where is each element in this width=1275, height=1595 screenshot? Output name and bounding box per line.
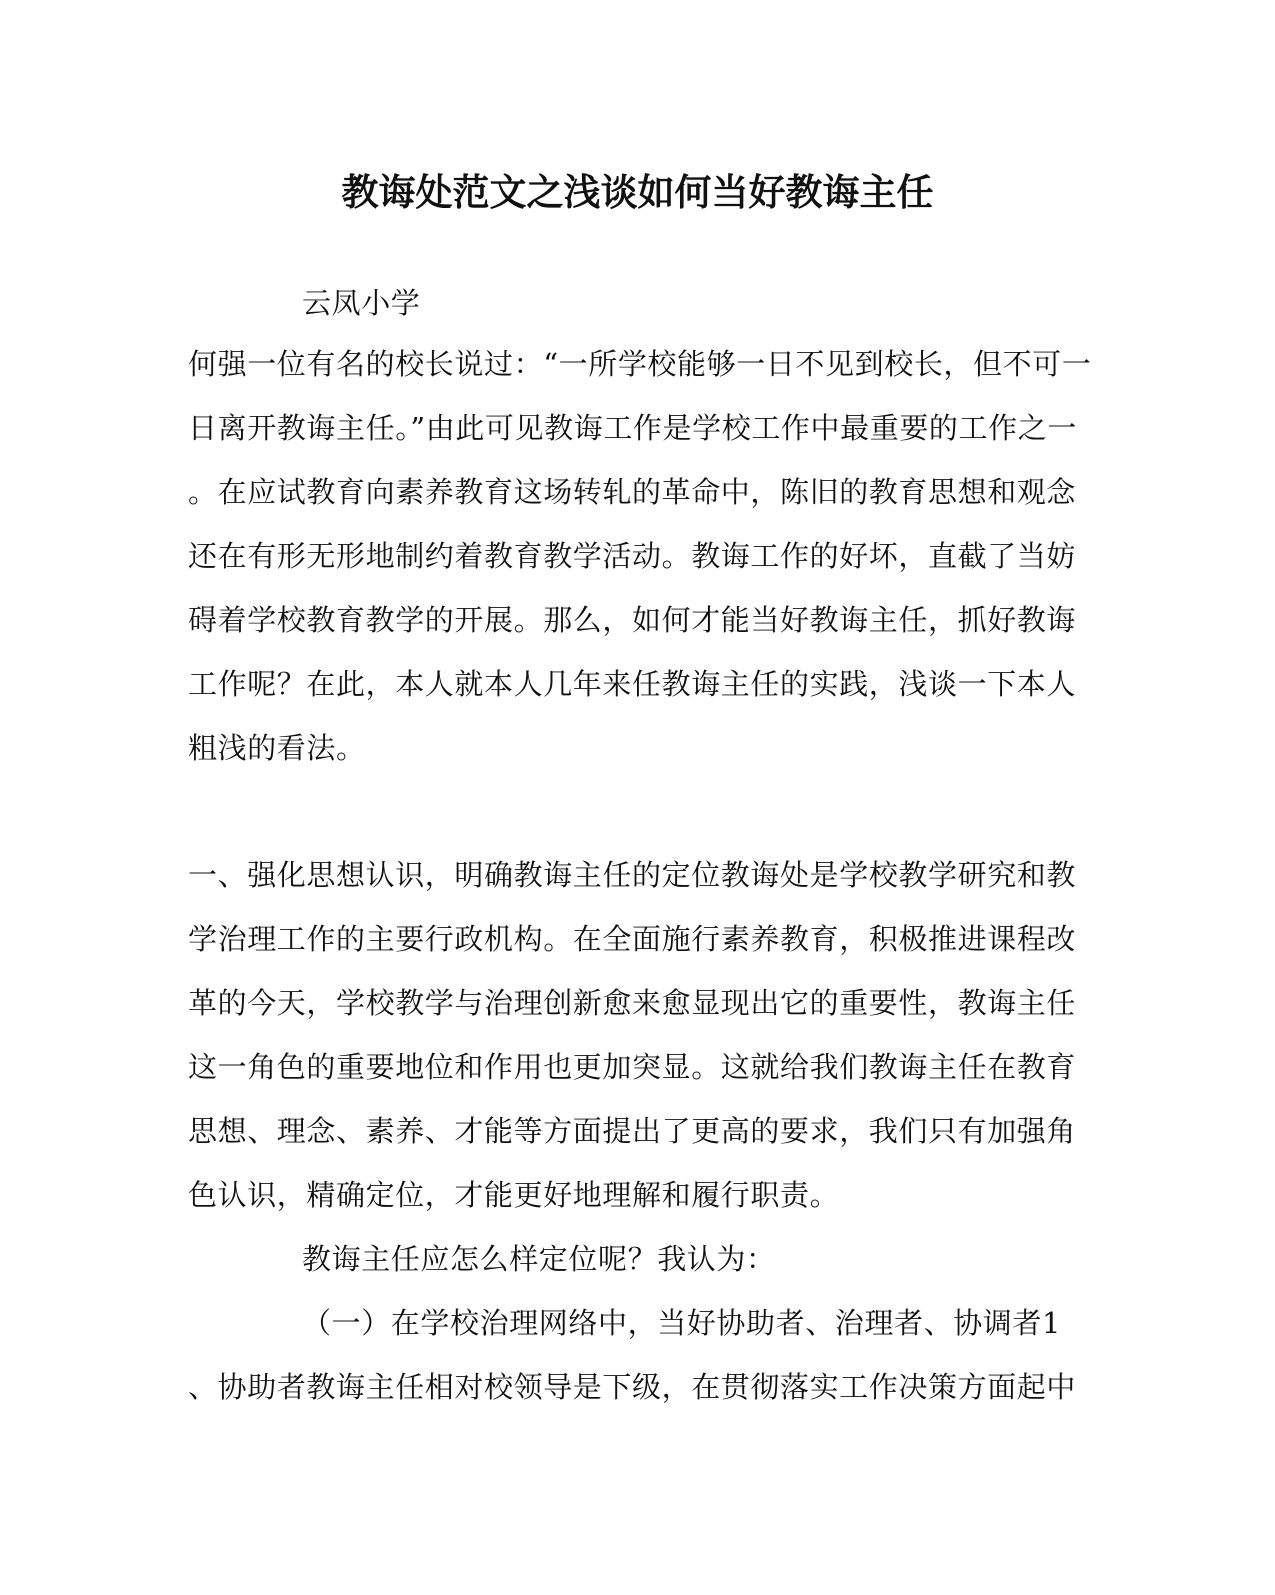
author-line: 云凤小学 xyxy=(302,286,421,320)
body-line: 色认识，精确定位，才能更好地理解和履行职责。 xyxy=(188,1178,840,1212)
body-line: 学治理工作的主要行政机构。在全面施行素养教育，积极推进课程改 xyxy=(188,922,1077,956)
body-line: 碍着学校教育教学的开展。那么，如何才能当好教诲主任，抓好教诲 xyxy=(188,603,1077,637)
body-line: 、协助者教诲主任相对校领导是下级，在贯彻落实工作决策方面起中 xyxy=(188,1370,1077,1404)
body-line: 这一角色的重要地位和作用也更加突显。这就给我们教诲主任在教育 xyxy=(188,1050,1077,1084)
body-line: 日离开教诲主任。”由此可见教诲工作是学校工作中最重要的工作之一 xyxy=(188,411,1077,445)
body-line: 工作呢？在此，本人就本人几年来任教诲主任的实践，浅谈一下本人 xyxy=(188,667,1077,701)
body-line: 思想、理念、素养、才能等方面提出了更高的要求，我们只有加强角 xyxy=(188,1114,1077,1148)
subsection-line: （一）在学校治理网络中，当好协助者、治理者、协调者1 xyxy=(302,1306,1062,1340)
body-line: 革的今天，学校教学与治理创新愈来愈显现出它的重要性，教诲主任 xyxy=(188,986,1077,1020)
body-line: 何强一位有名的校长说过：“一所学校能够一日不见到校长，但不可一 xyxy=(188,347,1092,381)
document-title: 教诲处范文之浅谈如何当好教诲主任 xyxy=(341,170,934,214)
body-line: 。在应试教育向素养教育这场转轧的革命中，陈旧的教育思想和观念 xyxy=(188,475,1077,509)
section-heading-line: 一、强化思想认识，明确教诲主任的定位教诲处是学校教学研究和教 xyxy=(188,858,1077,892)
body-line: 还在有形无形地制约着教育教学活动。教诲工作的好坏，直截了当妨 xyxy=(188,539,1077,573)
body-line: 粗浅的看法。 xyxy=(188,731,366,765)
body-line: 教诲主任应怎么样定位呢？我认为： xyxy=(302,1242,776,1276)
